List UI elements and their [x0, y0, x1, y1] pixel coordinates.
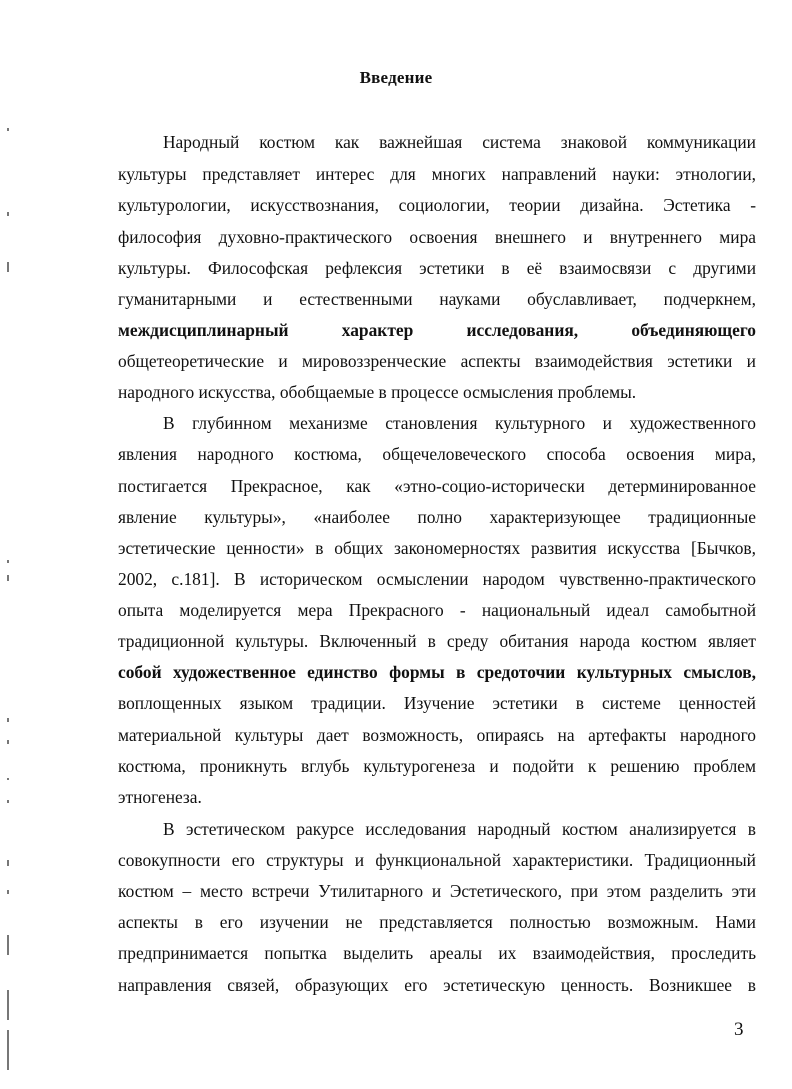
text-line: народного искусства, обобщаемые в процессе осмысления проблемы. [118, 382, 637, 402]
text-line: костюма, проникнуть вглубь культурогенеза и подойти к решению проблем [118, 756, 756, 776]
text-line: В эстетическом ракурсе исследования народный костюм анализируется в [163, 819, 756, 839]
text-line: костюм – место встречи Утилитарного и Эстетического, при этом разделить эти [118, 881, 756, 901]
scan-artifact [7, 860, 9, 866]
text-line: постигается Прекрасное, как «этно-социо-исторически детерминированное [118, 476, 756, 496]
text-line: воплощенных языком традиции. Изучение эстетики в системе ценностей [118, 693, 756, 713]
scan-artifact [7, 778, 9, 780]
text-line: общетеоретические и мировоззренческие аспекты взаимодействия эстетики и [118, 351, 756, 371]
text-line-bold: междисциплинарный характер исследования, объединяющего [118, 320, 756, 340]
text-line: этногенеза. [118, 787, 202, 807]
text-line: культуры. Философская рефлексия эстетики в её взаимосвязи с другими [118, 258, 756, 278]
page-number: 3 [734, 1019, 744, 1040]
text-line: культурологии, искусствознания, социологии, теории дизайна. Эстетика - [118, 195, 756, 215]
text-line: эстетические ценности» в общих закономерностях развития искусства [Бычков, [118, 538, 756, 558]
text-line: явления народного костюма, общечеловеческого способа освоения мира, [118, 444, 756, 464]
scan-artifact [7, 990, 9, 1020]
scan-artifact [7, 1030, 9, 1070]
text-line-bold: собой художественное единство формы в средоточии культурных смыслов, [118, 662, 756, 682]
scan-artifact [7, 575, 9, 581]
text-line: предпринимается попытка выделить ареалы их взаимодействия, проследить [118, 943, 756, 963]
scan-artifact [7, 935, 9, 955]
text-line: В глубинном механизме становления культурного и художественного [163, 413, 756, 433]
scan-artifact [7, 560, 9, 563]
text-line: 2002, с.181]. В историческом осмыслении народом чувственно-практического [118, 569, 756, 589]
text-line: опыта моделируется мера Прекрасного - национальный идеал самобытной [118, 600, 756, 620]
text-line: направления связей, образующих его эстетическую ценность. Возникшее в [118, 975, 756, 995]
text-line: совокупности его структуры и функциональной характеристики. Традиционный [118, 850, 756, 870]
text-line: Народный костюм как важнейшая система знаковой коммуникации [163, 132, 756, 152]
page-title: Введение [359, 68, 433, 87]
scan-artifact [7, 890, 9, 894]
scan-artifact [7, 718, 9, 722]
scan-artifact [7, 212, 9, 216]
text-line: явление культуры», «наиболее полно характеризующее традиционные [118, 507, 756, 527]
text-line: традиционной культуры. Включенный в среду обитания народа костюм являет [118, 631, 756, 651]
text-line: культуры представляет интерес для многих направлений науки: этнологии, [118, 164, 756, 184]
text-line: материальной культуры дает возможность, опираясь на артефакты народного [118, 725, 756, 745]
scan-artifact [7, 128, 9, 131]
text-line: гуманитарными и естественными науками обуславливает, подчеркнем, [118, 289, 756, 309]
scan-artifact [7, 740, 9, 744]
text-line: аспекты в его изучении не представляется полностью возможным. Нами [118, 912, 756, 932]
scan-artifact [7, 800, 9, 803]
scan-artifact [7, 262, 9, 272]
text-line: философия духовно-практического освоения внешнего и внутреннего мира [118, 227, 756, 247]
